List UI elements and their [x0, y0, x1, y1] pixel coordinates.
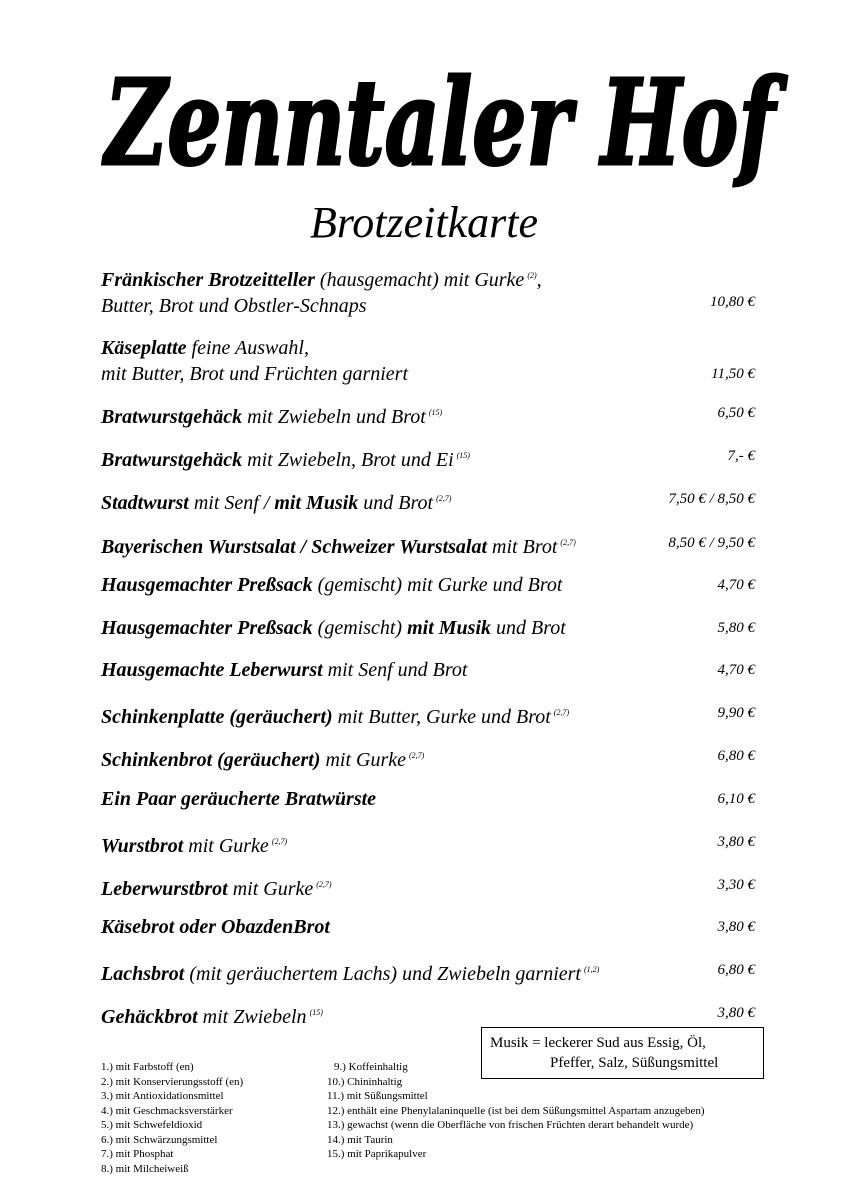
item-description: mit Gurke: [183, 835, 269, 857]
item-description: mit Senf /: [188, 492, 275, 514]
menu-item: [101, 957, 781, 987]
item-price: 4,70 €: [717, 577, 755, 593]
item-additive-note: (15): [309, 1008, 323, 1017]
item-additive-note: (15): [428, 408, 443, 417]
menu-item: [101, 914, 781, 940]
footnote: 3.) mit Antioxidationsmittel: [101, 1090, 224, 1102]
musik-line-1: Musik = leckerer Sud aus Essig, Öl,: [490, 1035, 706, 1051]
item-additive-note: (2,7): [409, 751, 425, 760]
item-price: 7,- €: [727, 448, 755, 464]
item-price: 8,50 € / 9,50 €: [668, 535, 755, 551]
footnote: 2.) mit Konservierungsstoff (en): [101, 1075, 244, 1088]
item-price: 3,80 €: [717, 1005, 755, 1021]
item-description: mit Zwiebeln und Brot: [242, 406, 426, 428]
item-name: Bratwurstgehäck: [101, 449, 243, 471]
item-description: mit Brot: [487, 536, 558, 558]
menu-item: [101, 572, 781, 598]
item-description-line-2: Butter, Brot und Obstler-Schnaps: [101, 295, 367, 317]
menu-item: [101, 335, 781, 387]
footnote: 8.) mit Milcheiweiß: [101, 1162, 189, 1175]
item-additive-note: (2,7): [436, 494, 452, 503]
item-additive-note: (1,2): [583, 965, 600, 974]
item-price: 10,80 €: [710, 294, 755, 310]
item-name: Bratwurstgehäck: [101, 406, 243, 428]
item-additive-note: (2): [527, 271, 537, 280]
item-additive-note: (2,7): [553, 708, 570, 717]
footnote: 7.) mit Phosphat: [101, 1148, 174, 1160]
item-price: 3,80 €: [717, 834, 755, 850]
item-price: 6,80 €: [717, 748, 755, 764]
menu-item: [101, 1000, 781, 1030]
menu-item: [101, 700, 781, 730]
item-description-end: und Brot: [358, 492, 434, 514]
item-name: Lachsbrot: [101, 963, 185, 985]
menu-title: Brotzeitkarte: [309, 198, 539, 247]
item-description-bold: mit Musik: [407, 617, 491, 639]
item-price: 11,50 €: [711, 366, 755, 382]
item-name: Hausgemachte Leberwurst: [101, 659, 323, 681]
item-name: Wurstbrot: [101, 835, 184, 857]
menu-item: [101, 872, 781, 902]
menu-item: [101, 786, 781, 812]
item-description: (mit geräuchertem Lachs) und Zwiebeln garniert: [184, 963, 581, 985]
item-price: 6,10 €: [717, 791, 755, 807]
item-description: mit Senf und Brot: [322, 659, 468, 681]
item-description: (gemischt): [312, 617, 408, 639]
item-name: Hausgemachter Preßsack: [101, 617, 313, 639]
item-name: Stadtwurst: [101, 492, 189, 514]
item-name: Fränkischer Brotzeitteller: [101, 269, 315, 291]
item-name: Leberwurstbrot: [101, 878, 228, 900]
item-description-end: und Brot: [491, 617, 566, 639]
restaurant-logo: [0, 52, 848, 202]
item-description: mit Butter, Gurke und Brot: [332, 706, 551, 728]
footnote: 14.) mit Taurin: [327, 1133, 393, 1146]
footnote: 15.) mit Paprikapulver: [327, 1148, 427, 1160]
item-description: (hausgemacht) mit Gurke: [314, 269, 525, 291]
menu-item: [101, 263, 781, 319]
menu-item: [101, 443, 781, 473]
item-name: Schinkenbrot (geräuchert): [101, 749, 321, 771]
item-price: 3,80 €: [717, 919, 755, 935]
footnote: 1.) mit Farbstoff (en): [101, 1061, 194, 1073]
item-price: 9,90 €: [717, 705, 755, 721]
footnote: 10.) Chininhaltig: [327, 1075, 403, 1088]
item-description: mit Gurke: [227, 878, 314, 900]
item-name: Schinkenplatte (geräuchert): [101, 706, 333, 728]
menu-item: [101, 829, 781, 859]
menu-item: [101, 615, 781, 641]
restaurant-name: Zenntaler Hof: [102, 53, 788, 192]
footnote: 4.) mit Geschmacksverstärker: [101, 1104, 233, 1117]
item-name: Hausgemachter Preßsack: [101, 574, 313, 596]
item-price: 3,30 €: [717, 877, 755, 893]
menu-item: [101, 657, 781, 683]
item-description: (gemischt) mit Gurke und Brot: [312, 574, 563, 596]
item-name: Gehäckbrot: [101, 1006, 198, 1028]
item-name: Käsebrot oder ObazdenBrot: [101, 916, 330, 938]
item-description: mit Gurke: [320, 749, 407, 771]
item-name: Bayerischen Wurstsalat / Schweizer Wurstsalat: [101, 536, 488, 558]
item-description-line-2: mit Butter, Brot und Früchten garniert: [101, 363, 409, 385]
item-additive-note: (2,7): [560, 538, 576, 547]
footnote: 5.) mit Schwefeldioxid: [101, 1119, 203, 1131]
footnote: 13.) gewachst (wenn die Oberfläche von frischen Früchten derart behandelt wurde): [327, 1119, 694, 1131]
item-price: 5,80 €: [717, 620, 755, 636]
footnote: 9.) Koffeinhaltig: [334, 1061, 408, 1073]
item-price: 4,70 €: [717, 662, 755, 678]
footnote: 11.) mit Süßungsmittel: [327, 1090, 428, 1102]
musik-line-2: Pfeffer, Salz, Süßungsmittel: [550, 1055, 719, 1071]
item-price: 6,80 €: [717, 962, 755, 978]
footnote: 6.) mit Schwärzungsmittel: [101, 1133, 218, 1146]
menu-item: [101, 743, 781, 773]
footnotes-left: [101, 1060, 243, 1176]
item-additive-note: (15): [456, 451, 470, 460]
item-name: Ein Paar geräucherte Bratwürste: [101, 788, 377, 810]
item-price: 6,50 €: [717, 405, 755, 421]
item-name: Käseplatte: [101, 337, 187, 359]
item-price: 7,50 € / 8,50 €: [668, 491, 755, 507]
footnotes-right: [327, 1060, 705, 1162]
item-description-bold: mit Musik: [274, 492, 359, 514]
footnote: 12.) enthält eine Phenylalaninquelle (ist bei dem Süßungsmittel Aspartam anzugeben): [327, 1104, 705, 1117]
menu-item: [101, 400, 781, 430]
item-additive-note: (2,7): [271, 837, 288, 846]
item-description: mit Zwiebeln, Brot und Ei: [242, 449, 454, 471]
item-description: feine Auswahl,: [186, 337, 309, 359]
item-punctuation: ,: [536, 269, 542, 291]
item-description: mit Zwiebeln: [197, 1006, 307, 1028]
item-additive-note: (2,7): [316, 880, 332, 889]
